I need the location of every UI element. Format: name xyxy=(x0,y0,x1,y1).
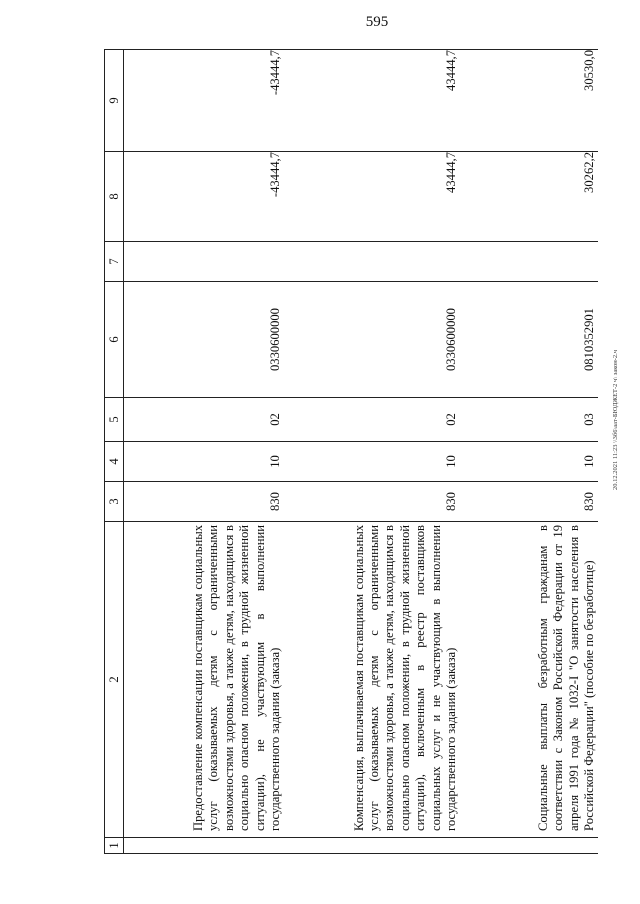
page-number: 595 xyxy=(365,14,389,30)
subsection-cell: 03 xyxy=(460,398,598,442)
column-header: 6 xyxy=(105,282,124,398)
expense-type-cell xyxy=(124,242,284,282)
expense-type-cell xyxy=(460,242,598,282)
section-cell: 10 xyxy=(284,442,460,482)
table-row xyxy=(284,50,460,854)
amount-year2-cell: 30530,0 xyxy=(460,50,598,152)
column-header: 2 xyxy=(105,522,124,838)
column-header: 1 xyxy=(105,838,124,854)
section-cell: 10 xyxy=(124,442,284,482)
column-header: 7 xyxy=(105,242,124,282)
amount-year2-cell: -43444,7 xyxy=(124,50,284,152)
target-article-cell: 0330600000 xyxy=(124,282,284,398)
row-number-cell xyxy=(284,838,460,854)
row-description: Предоставление компенсации поставщикам социальных услуг (оказываемых детям с ограниченными возможностями здоровья, а также детям, находящимся в социально опасном положении, в трудной жизненной ситуации), не участвующим в выполнении государственного задания (заказа) xyxy=(191,525,283,831)
target-article-cell: 0330600000 xyxy=(284,282,460,398)
rotated-table-container xyxy=(104,50,596,854)
expense-type-cell xyxy=(284,242,460,282)
row-description: Компенсация, выплачиваемая поставщикам социальных услуг (оказываемых детям с ограниченными возможностями здоровья, а также детям, находящимся в социально опасном положении, в трудной жизненной ситуации), включенным в реестр поставщиков социальных услуг и не участвующим в выполнении государственного задания (заказа) xyxy=(351,525,459,831)
amount-year1-cell: -43444,7 xyxy=(124,152,284,242)
row-number-cell xyxy=(124,838,284,854)
description-cell xyxy=(460,522,598,838)
footer-stamp: 20.12.2021 11:23 \\3б6\аат-БЮДЖЕТ-2 ч\ закон-2.ч xyxy=(612,349,619,490)
section-cell: 10 xyxy=(460,442,598,482)
column-header: 5 xyxy=(105,398,124,442)
description-cell xyxy=(284,522,460,838)
column-header: 8 xyxy=(105,152,124,242)
budget-table xyxy=(104,49,598,854)
amount-year1-cell: 30262,2 xyxy=(460,152,598,242)
subsection-cell: 02 xyxy=(124,398,284,442)
table-header-row xyxy=(105,50,124,854)
row-description: Социальные выплаты безработным гражданам в соответствии с Законом Российской Федерации от 19 апреля 1991 года № 1032-I "О занятости населения в Российской Федерации" (пособие по безработице) xyxy=(535,525,597,831)
column-header: 3 xyxy=(105,482,124,522)
table-row xyxy=(460,50,598,854)
description-cell xyxy=(124,522,284,838)
column-header: 9 xyxy=(105,50,124,152)
amount-year2-cell: 43444,7 xyxy=(284,50,460,152)
row-number-cell xyxy=(460,838,598,854)
target-article-cell: 0810352901 xyxy=(460,282,598,398)
gov-code-cell: 830 xyxy=(460,482,598,522)
subsection-cell: 02 xyxy=(284,398,460,442)
gov-code-cell: 830 xyxy=(124,482,284,522)
table-row xyxy=(124,50,284,854)
gov-code-cell: 830 xyxy=(284,482,460,522)
amount-year1-cell: 43444,7 xyxy=(284,152,460,242)
column-header: 4 xyxy=(105,442,124,482)
